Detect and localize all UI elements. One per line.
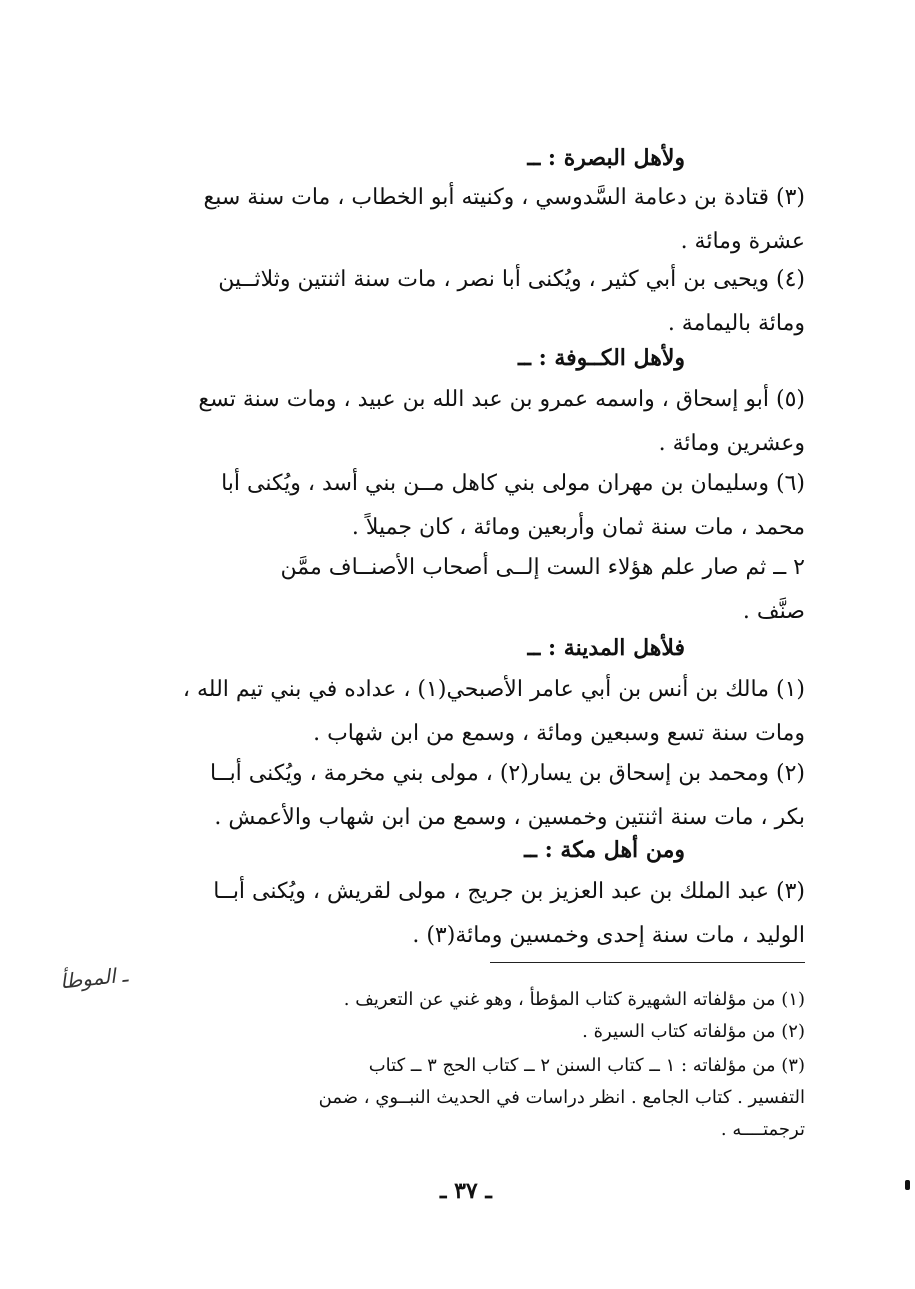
heading-madina: فلأهل المدينة : ــ xyxy=(527,635,685,661)
paragraph-sulayman xyxy=(155,462,805,550)
text-line: (٣) قتادة بن دعامة السَّدوسي ، وكنيته أبو الخطاب ، مات سنة سبع xyxy=(203,185,805,210)
footnote-line: ترجمتــــه . xyxy=(720,1119,805,1140)
text-line: صنَّف . xyxy=(742,599,805,624)
footnote-line: التفسير . كتاب الجامع . انظر دراسات في الحديث النبــوي ، ضمن xyxy=(318,1087,805,1108)
text-line: بكر ، مات سنة اثنتين وخمسين ، وسمع من ابن شهاب والأعمش . xyxy=(214,805,805,830)
text-line: محمد ، مات سنة ثمان وأربعين ومائة ، كان جميلاً . xyxy=(351,515,805,540)
text-line: (٦) وسليمان بن مهران مولى بني كاهل مــن بني أسد ، ويُكنى أبا xyxy=(221,471,805,496)
page-number: ـ ٣٧ ـ xyxy=(440,1178,492,1204)
text-line: (٢) ومحمد بن إسحاق بن يسار(٢) ، مولى بني مخرمة ، ويُكنى أبــا xyxy=(209,761,805,786)
footnote-3 xyxy=(155,1050,805,1146)
text-line: (١) مالك بن أنس بن أبي عامر الأصبحي(١) ، عداده في بني تيم الله ، xyxy=(182,677,805,702)
text-line: عشرة ومائة . xyxy=(680,229,805,254)
text-line: ٢ ــ ثم صار علم هؤلاء الست إلــى أصحاب الأصنــاف ممَّن xyxy=(280,555,805,580)
scan-speck xyxy=(905,1180,910,1190)
text-line: (٤) ويحيى بن أبي كثير ، ويُكنى أبا نصر ، مات سنة اثنتين وثلاثــين xyxy=(218,267,805,292)
text-line: وعشرين ومائة . xyxy=(658,431,805,456)
paragraph-ibn-ishaq xyxy=(155,752,805,840)
footnote-separator xyxy=(490,962,805,963)
text-line: ومات سنة تسع وسبعين ومائة ، وسمع من ابن شهاب . xyxy=(313,721,805,746)
handwritten-margin-note: ـ الموطأ xyxy=(58,962,129,994)
paragraph-ibn-jurayj xyxy=(155,870,805,958)
footnote-line: (٣) من مؤلفاته : ١ ــ كتاب السنن ٢ ــ كتاب الحج ٣ ــ كتاب xyxy=(368,1055,805,1076)
text-line: (٣) عبد الملك بن عبد العزيز بن جريج ، مولى لقريش ، ويُكنى أبــا xyxy=(213,879,805,904)
text-line: (٥) أبو إسحاق ، واسمه عمرو بن عبد الله بن عبيد ، ومات سنة تسع xyxy=(198,387,805,412)
paragraph-abu-ishaq xyxy=(155,378,805,466)
footnote-2: (٢) من مؤلفاته كتاب السيرة . xyxy=(582,1021,805,1042)
paragraph-section-2 xyxy=(155,546,805,634)
paragraph-yahya xyxy=(155,258,805,346)
paragraph-qatada xyxy=(155,176,805,264)
text-line: الوليد ، مات سنة إحدى وخمسين ومائة(٣) . xyxy=(412,923,805,948)
footnote-1: (١) من مؤلفاته الشهيرة كتاب المؤطأ ، وهو غني عن التعريف . xyxy=(343,989,805,1010)
heading-basra: ولأهل البصرة : ــ xyxy=(527,145,685,171)
paragraph-malik xyxy=(155,668,805,756)
heading-makka: ومن أهل مكة : ــ xyxy=(524,837,685,863)
text-line: ومائة باليمامة . xyxy=(667,311,805,336)
heading-kufa: ولأهل الكــوفة : ــ xyxy=(518,345,685,371)
